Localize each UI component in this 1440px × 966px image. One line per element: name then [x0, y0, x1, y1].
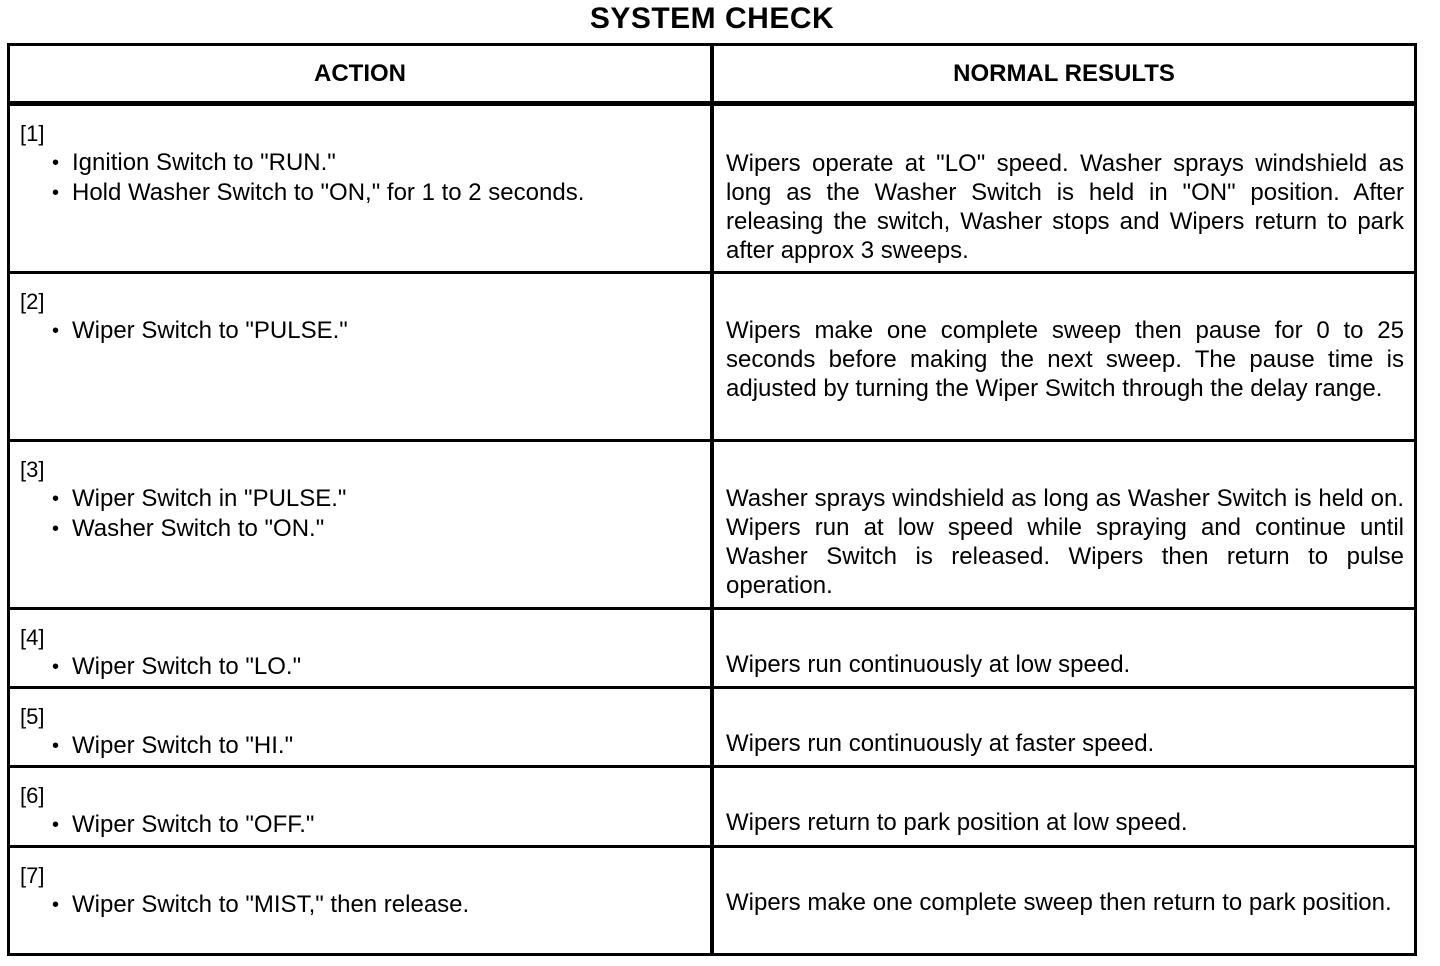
table-row [10, 688, 1414, 767]
action-cell [10, 104, 712, 273]
step-number: [7] [20, 863, 45, 888]
step-number: [5] [20, 704, 45, 729]
result-cell [712, 767, 1414, 847]
action-list [10, 652, 710, 682]
step-number: [3] [20, 457, 45, 482]
bullet-icon: • [52, 518, 60, 540]
page-title: SYSTEM CHECK [589, 2, 835, 35]
action-item: • Wiper Switch in "PULSE." [52, 485, 347, 512]
action-item: • Wiper Switch to "HI." [52, 732, 294, 759]
table-row [10, 609, 1414, 688]
system-check-table-frame [7, 43, 1417, 956]
action-cell [10, 847, 712, 954]
result-text: Wipers return to park position at low speed. [726, 809, 1188, 836]
action-cell [10, 767, 712, 847]
table-row [10, 104, 1414, 273]
action-list [10, 316, 710, 346]
action-item: • Wiper Switch to "PULSE." [52, 317, 348, 344]
action-cell [10, 688, 712, 767]
result-text: Wipers make one complete sweep then pause for 0 to 25 seconds before making the next sweep. The pause time is adjusted by turning the Wiper Switch through the delay range. [726, 317, 1404, 402]
table-row [10, 273, 1414, 441]
action-item: • Washer Switch to "ON." [52, 515, 325, 542]
bullet-icon: • [52, 735, 60, 757]
result-text: Wipers run continuously at low speed. [726, 651, 1131, 678]
action-list [10, 148, 710, 208]
action-item: • Wiper Switch to "MIST," then release. [52, 891, 470, 918]
bullet-icon: • [52, 894, 60, 916]
header-row [10, 46, 1414, 104]
table-row [10, 847, 1414, 954]
action-cell [10, 441, 712, 609]
column-header-action: ACTION [10, 46, 712, 104]
column-header-normal-results: NORMAL RESULTS [712, 46, 1414, 104]
result-text: Washer sprays windshield as long as Washer Switch is held on. Wipers run at low speed while spraying and continue until Washer Switch is released. Wipers then return to pulse operation. [726, 485, 1404, 599]
action-list [10, 810, 710, 840]
action-list [10, 731, 710, 761]
action-item: • Ignition Switch to "RUN." [52, 149, 336, 176]
bullet-icon: • [52, 488, 60, 510]
table-row [10, 767, 1414, 847]
action-item: • Hold Washer Switch to "ON," for 1 to 2 seconds. [52, 179, 585, 206]
step-number: [4] [20, 625, 45, 650]
bullet-icon: • [52, 814, 60, 836]
action-list [10, 890, 710, 920]
bullet-icon: • [52, 152, 60, 174]
result-text: Wipers make one complete sweep then return to park position. [726, 889, 1392, 916]
action-list [10, 484, 710, 544]
action-item: • Wiper Switch to "LO." [52, 653, 302, 680]
result-cell [712, 273, 1414, 441]
system-check-table [10, 46, 1414, 953]
result-cell [712, 847, 1414, 954]
step-number: [6] [20, 783, 45, 808]
result-cell [712, 609, 1414, 688]
bullet-icon: • [52, 320, 60, 342]
bullet-icon: • [52, 182, 60, 204]
step-number: [2] [20, 289, 45, 314]
result-cell [712, 441, 1414, 609]
table-row [10, 441, 1414, 609]
action-cell [10, 609, 712, 688]
result-cell [712, 104, 1414, 273]
result-cell [712, 688, 1414, 767]
action-cell [10, 273, 712, 441]
action-item: • Wiper Switch to "OFF." [52, 811, 315, 838]
bullet-icon: • [52, 656, 60, 678]
result-text: Wipers operate at "LO" speed. Washer sprays windshield as long as the Washer Switch is held in "ON" position. After releasing the switch, Washer stops and Wipers return to park after approx 3 sweeps. [726, 150, 1404, 264]
result-text: Wipers run continuously at faster speed. [726, 730, 1155, 757]
step-number: [1] [20, 121, 45, 146]
